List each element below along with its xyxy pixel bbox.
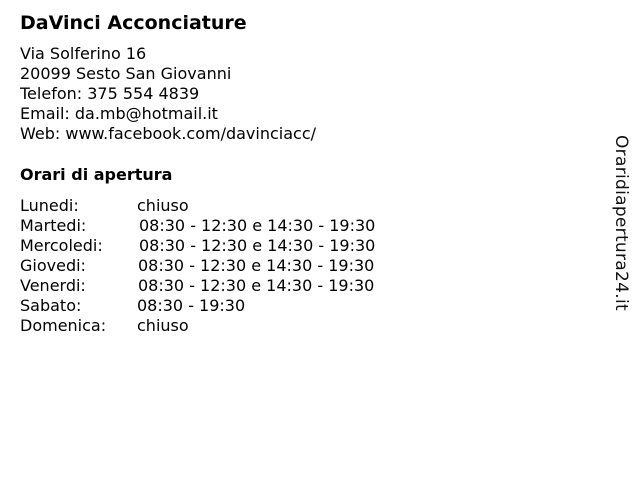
business-card: [20, 10, 600, 336]
hours-row-sunday: [20, 316, 600, 336]
address-city: 20099 Sesto San Giovanni: [20, 64, 232, 83]
address-street: Via Solferino 16: [20, 44, 147, 63]
day-label: Lunedi:: [20, 196, 79, 215]
day-label: Sabato:: [20, 296, 82, 315]
hours-row-thursday: [20, 256, 600, 276]
opening-hours-list: [20, 196, 600, 336]
website-url: Web: www.facebook.com/davinciacc/: [20, 124, 317, 143]
day-hours: 08:30 - 12:30 e 14:30 - 19:30: [139, 216, 376, 235]
day-label: Mercoledi:: [20, 236, 103, 255]
site-brand-vertical: Oraridiapertura24.it: [611, 135, 631, 311]
hours-row-wednesday: [20, 236, 600, 256]
day-label: Giovedi:: [20, 256, 86, 275]
day-hours: 08:30 - 12:30 e 14:30 - 19:30: [138, 256, 375, 275]
day-hours: 08:30 - 12:30 e 14:30 - 19:30: [138, 276, 375, 295]
hours-row-saturday: [20, 296, 600, 316]
business-name: DaVinci Acconciature: [20, 12, 247, 34]
day-hours: chiuso: [137, 196, 189, 215]
email-address: Email: da.mb@hotmail.it: [20, 104, 218, 123]
day-hours: chiuso: [137, 316, 189, 335]
day-hours: 08:30 - 19:30: [137, 296, 246, 315]
hours-row-friday: [20, 276, 600, 296]
opening-hours-title: Orari di apertura: [20, 165, 173, 184]
hours-row-tuesday: [20, 216, 600, 236]
day-label: Venerdi:: [20, 276, 86, 295]
day-label: Domenica:: [20, 316, 107, 335]
hours-row-monday: [20, 196, 600, 216]
day-label: Martedi:: [20, 216, 87, 235]
day-hours: 08:30 - 12:30 e 14:30 - 19:30: [139, 236, 376, 255]
phone-number: Telefon: 375 554 4839: [20, 84, 200, 103]
